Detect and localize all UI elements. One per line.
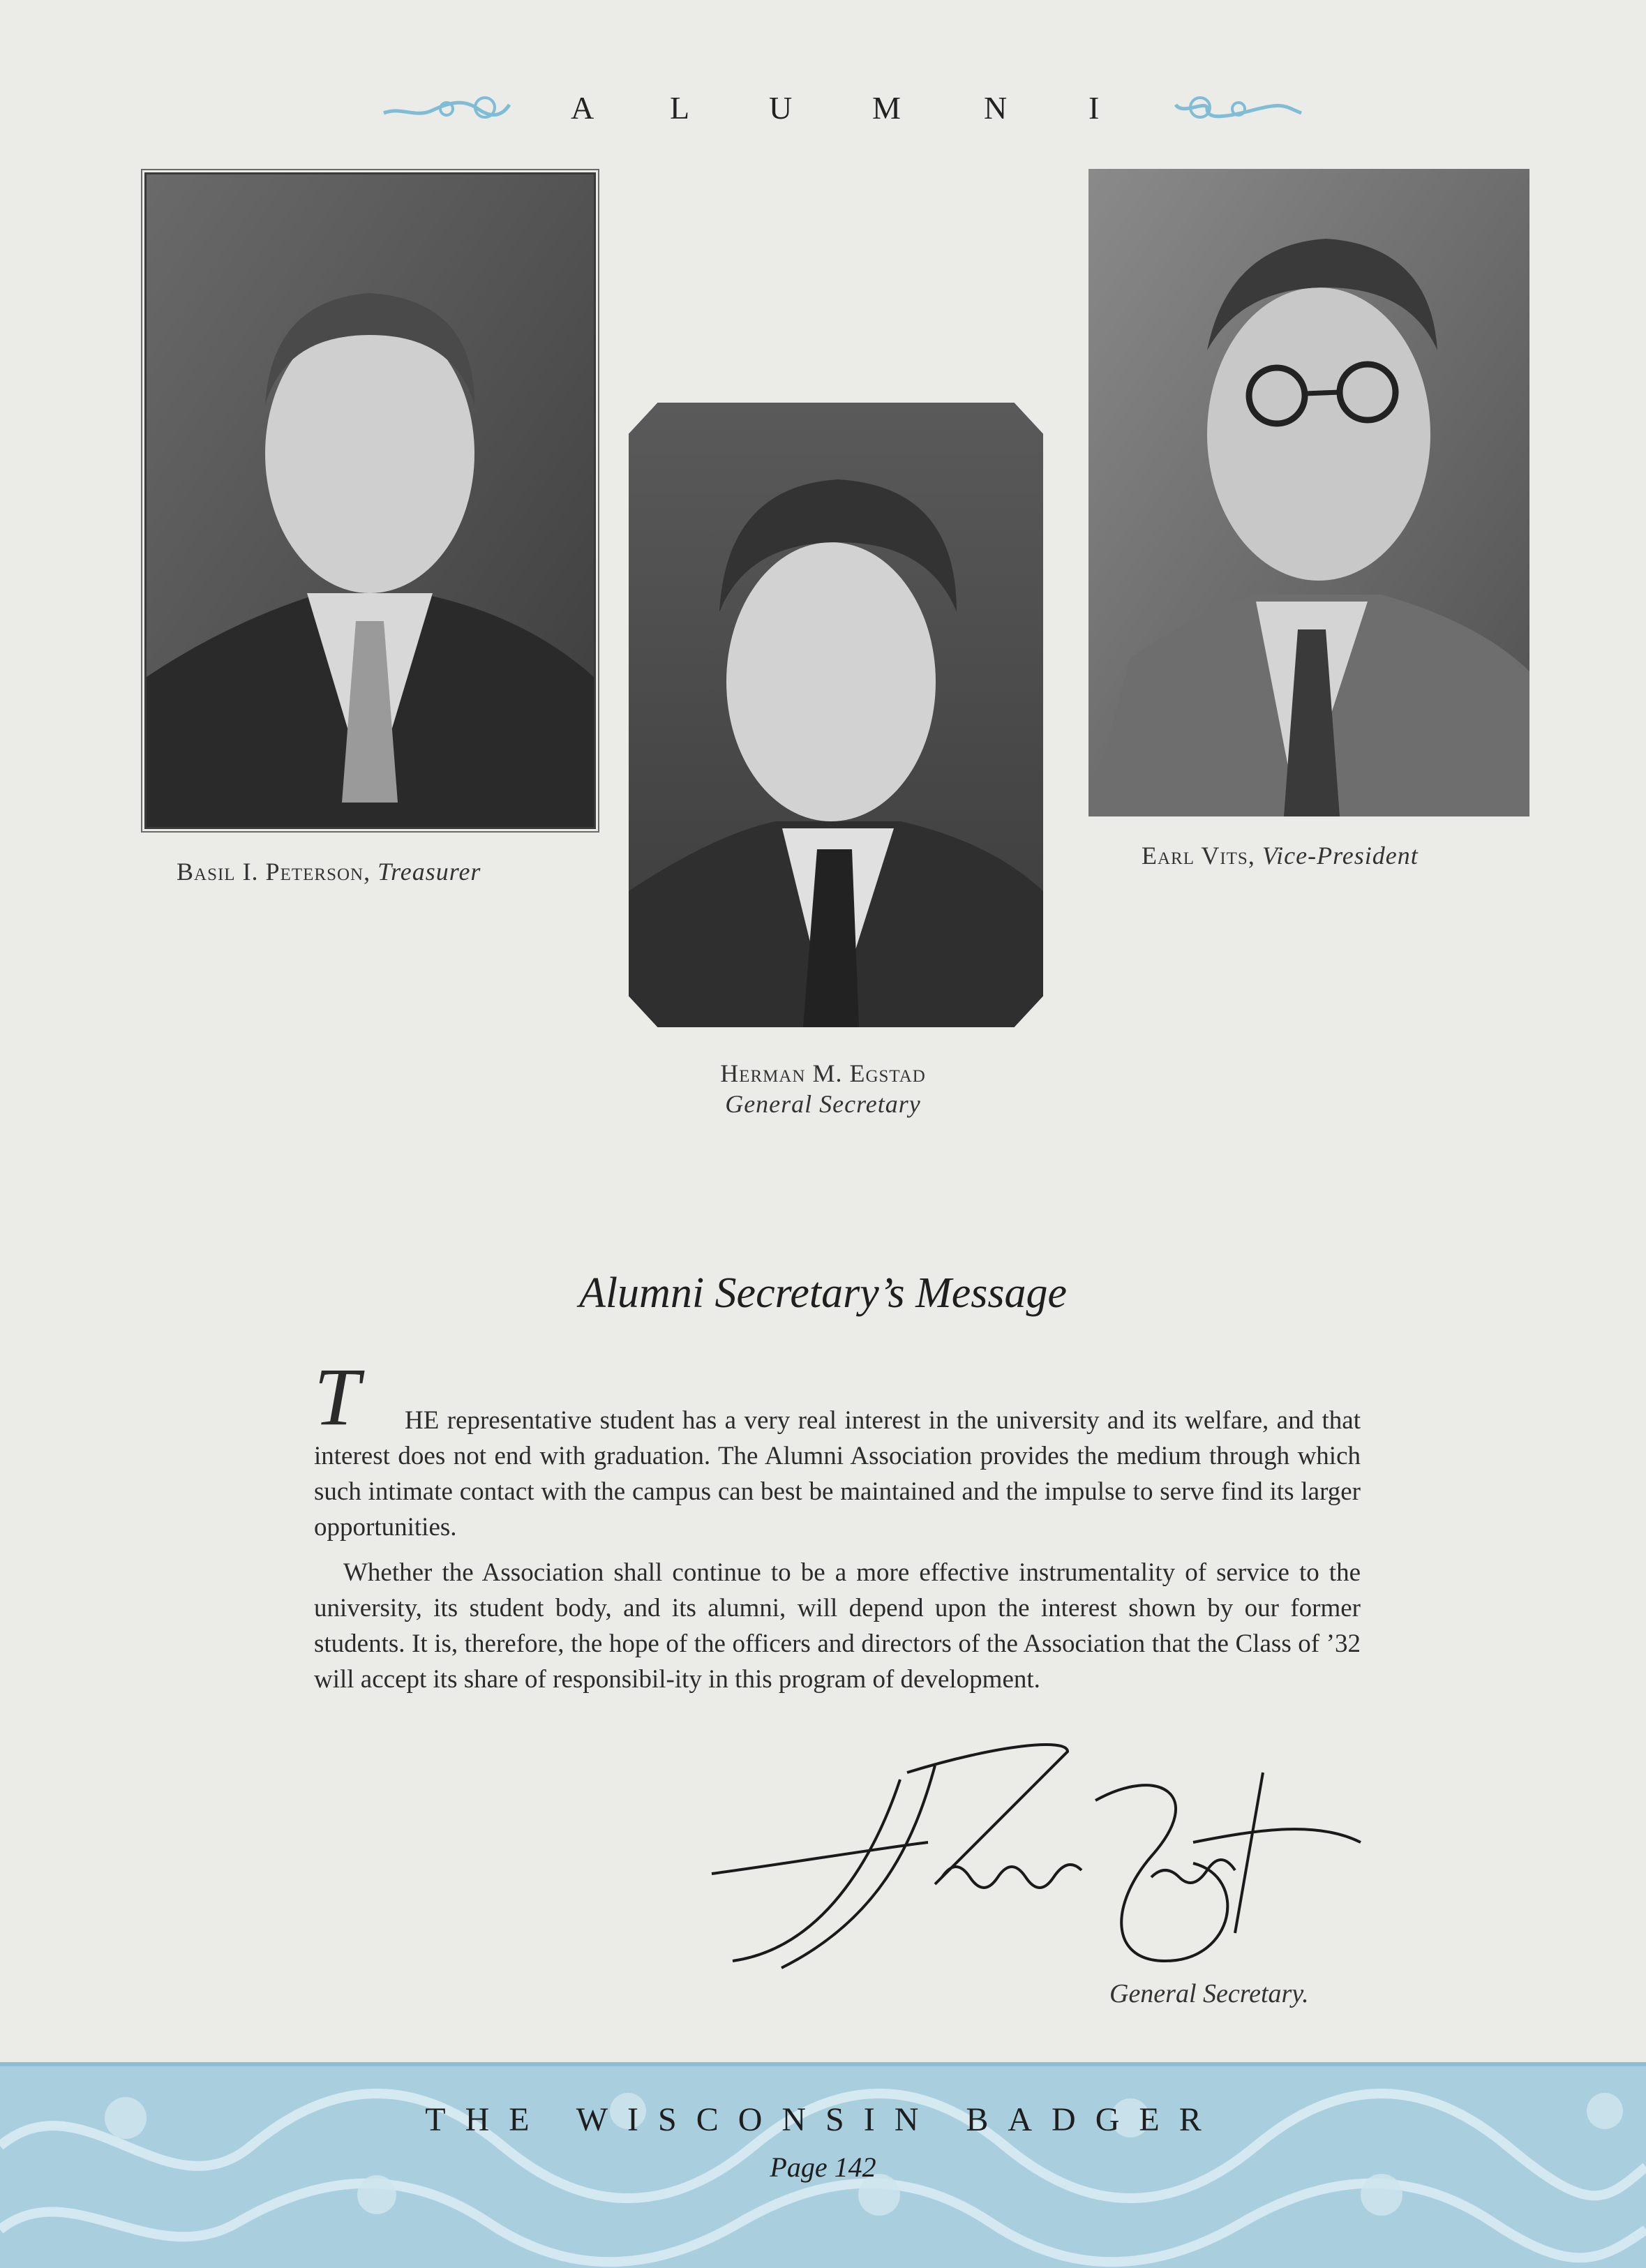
page-number: Page 142 (770, 2151, 876, 2183)
caption-title: Treasurer (377, 858, 481, 886)
header-letter: U (769, 90, 793, 126)
right-ornament-icon (1172, 92, 1305, 124)
message-title: Alumni Secretary’s Message (578, 1269, 1068, 1317)
header-letter: N (984, 90, 1008, 126)
caption-vits (1142, 841, 1419, 870)
portrait-egstad (629, 403, 1043, 1027)
caption-title: General Secretary (725, 1090, 921, 1118)
portrait-peterson (144, 172, 596, 829)
message-paragraph-2: Whether the Association shall continue to be a more effective instrumentality of service to the university, its student body, and its alumni, will depend upon the interest shown by our former students. It is, therefore, the hope of the officers and directors of the Association that the Class of ’32 will accept its share of responsibil-ity in this program of development. (314, 1558, 1361, 1694)
caption-name: Earl Vits, (1142, 842, 1255, 870)
paragraph-text: representative student has a very real interest in the university and its welfare, and that interest does not end with graduation. The Alumni Association provides the medium through which such intimate contact with the campus can best be maintained and the impulse to serve find its larger opportunities. (314, 1406, 1361, 1542)
footer-rule (0, 2062, 1646, 2066)
page-header (0, 84, 1646, 133)
caption-name: Basil I. Peterson, (177, 858, 371, 886)
message-paragraph-1 (314, 1403, 1361, 1545)
footer-title: THE WISCONSIN BADGER (425, 2101, 1221, 2138)
caption-title: Vice-President (1262, 842, 1419, 870)
caption-egstad (0, 1058, 1646, 1119)
drop-cap: T (314, 1351, 360, 1442)
header-letter: L (670, 90, 690, 126)
portrait-vits (1088, 169, 1529, 816)
header-letter: A (571, 90, 594, 126)
caption-peterson (177, 857, 481, 886)
caption-name: Herman M. Egstad (720, 1059, 926, 1087)
left-ornament-icon (380, 92, 513, 124)
paragraph-lead: HE (405, 1406, 440, 1435)
header-letter: M (872, 90, 901, 126)
signature-title: General Secretary. (1109, 1979, 1309, 2008)
header-letter: I (1088, 90, 1100, 126)
signature-image (705, 1738, 1368, 1975)
